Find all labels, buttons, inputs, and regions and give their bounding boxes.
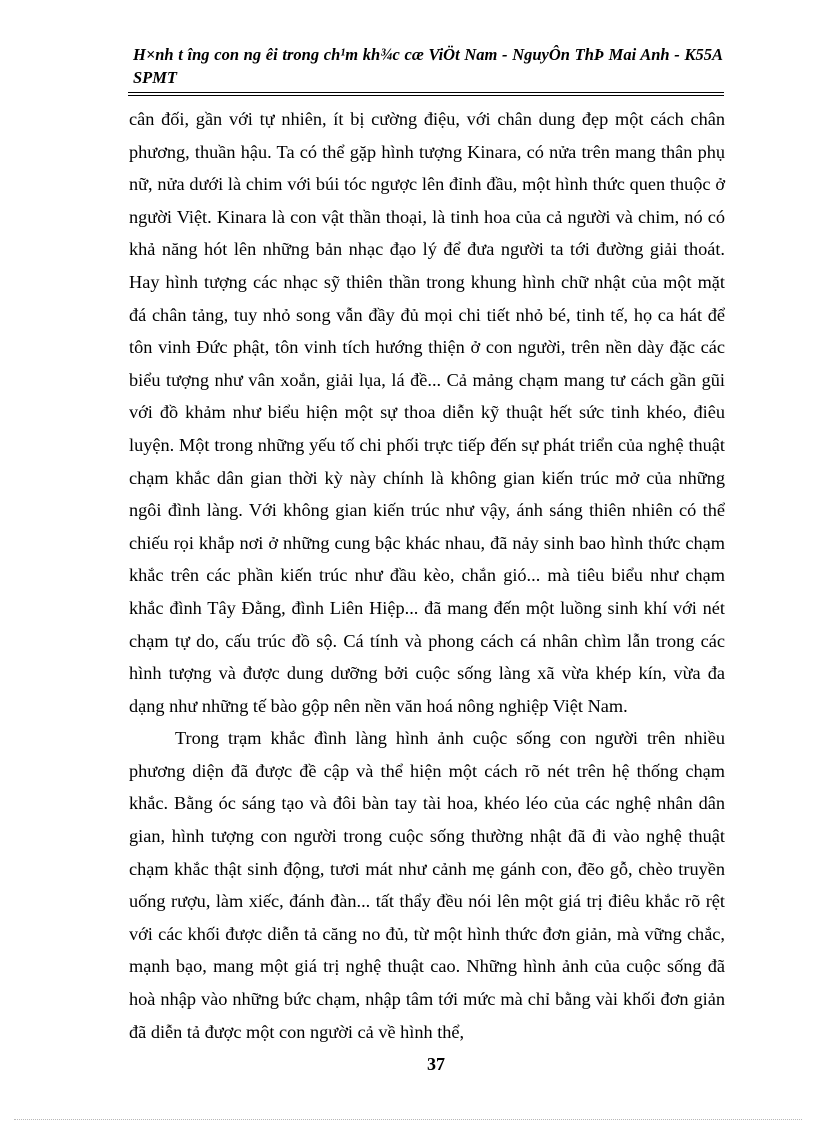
header-rule (128, 92, 724, 93)
running-header: H×nh t îng con ng êi trong ch¹m kh¾c cæ ViÖt Nam - NguyÔn ThÞ Mai Anh - K55A SPMT (133, 45, 723, 87)
paragraph: Trong trạm khắc đình làng hình ảnh cuộc sống con người trên nhiều phương diện đã được đề cập và thể hiện một cách rõ nét trên hệ thống chạm khắc. Bằng óc sáng tạo và đôi bàn tay tài hoa, khéo léo của các nghệ nhân dân gian, hình tượng con người trong cuộc sống thường nhật đã đi vào nghệ thuật chạm khắc thật sinh động, tươi mát như cảnh mẹ gánh con, đẽo gỗ, chèo truyền uống rượu, làm xiếc, đánh đàn... tất thẩy đều nói lên một giá trị điêu khắc rõ rệt với các khối được diễn tả căng no đủ, từ một hình thức đơn giản, mà vững chắc, mạnh bạo, mang một giá trị nghệ thuật cao. Những hình ảnh của cuộc sống đã hoà nhập vào những bức chạm, nhập tâm tới mức mà chỉ bằng vài khối đơn giản đã diễn tả được một con người cả về hình thể, (129, 728, 725, 1042)
body-text (129, 103, 725, 1048)
page-number: 37 (427, 1054, 445, 1074)
paragraph-continued: cân đối, gần với tự nhiên, ít bị cường điệu, với chân dung đẹp một cách chân phương, thuần hậu. Ta có thể gặp hình tượng Kinara, có nửa trên mang thân phụ nữ, nửa dưới là chim với búi tóc ngược lên đỉnh đầu, một hình thức quen thuộc ở người Việt. Kinara là con vật thần thoại, là tinh hoa của cả người và chim, nó có khả năng hót lên những bản nhạc đạo lý để đưa người ta tới đường giải thoát. Hay hình tượng các nhạc sỹ thiên thần trong khung hình chữ nhật của một mặt đá chân tảng, tuy nhỏ song vẫn đầy đủ mọi chi tiết nhỏ bé, tinh tế, họ ca hát để tôn vinh Đức phật, tôn vinh tích hướng thiện ở con người, trên nền dày đặc các biểu tượng như vân xoắn, giải lụa, lá đề... Cả mảng chạm mang tư cách gần gũi với đồ khảm như biểu hiện một sự thoa diễn kỹ thuật hết sức tinh khéo, điêu luyện. Một trong những yếu tố chi phối trực tiếp đến sự phát triển của nghệ thuật chạm khắc dân gian thời kỳ này chính là không gian kiến trúc mở của những ngôi đình làng. Với không gian kiến trúc như vậy, ánh sáng thiên nhiên có thể chiếu rọi khắp nơi ở những cung bậc khác nhau, đã nảy sinh bao hình thức chạm khắc trên các phần kiến trúc như đầu kèo, chắn gió... mà tiêu biểu như chạm khắc đình Tây Đằng, đình Liên Hiệp... đã mang đến một luồng sinh khí với nét chạm tự do, cấu trúc đồ sộ. Cá tính và phong cách cá nhân chìm lẫn trong các hình tượng và được dung dưỡng bởi cuộc sống làng xã vừa khép kín, vừa đa dạng như những tế bào gộp nên nền văn hoá nông nghiệp Việt Nam. (129, 109, 725, 716)
header-rule-thin (128, 95, 724, 96)
page-bottom-dotted-border (14, 1119, 802, 1120)
